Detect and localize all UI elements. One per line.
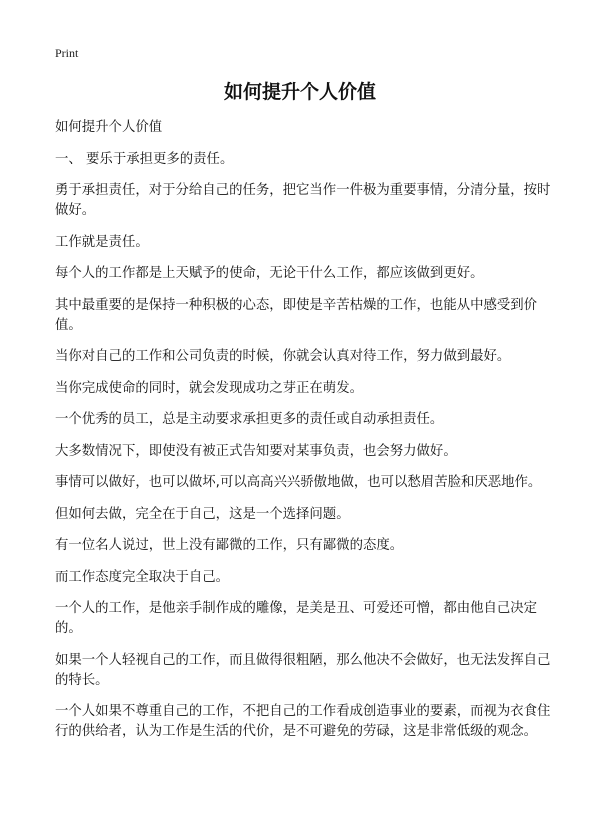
paragraph: 当你完成使命的同时，就会发现成功之芽正在萌发。: [55, 380, 363, 396]
paragraph: 每个人的工作都是上天赋予的使命，无论干什么工作，都应该做到更好。: [55, 266, 484, 281]
paragraph: 其中最重要的是保持一种积极的心态，即使是辛苦枯燥的工作，也能从中感受到价值。: [55, 297, 538, 333]
paragraph: 如果一个人轻视自己的工作，而且做得很粗陋，那么他决不会做好，也无法发挥自己的特长。: [55, 652, 551, 688]
paragraph: 事情可以做好，也可以做坏,可以高高兴兴骄傲地做，也可以愁眉苦脸和厌恶地作。: [55, 475, 542, 490]
paragraph: 勇于承担责任，对于分给自己的任务，把它当作一件极为重要事情，分清分量，按时做好。: [55, 183, 551, 218]
document-title: 如何提升个人价值: [223, 81, 376, 103]
paragraph: 大多数情况下，即使没有被正式告知要对某事负责，也会努力做好。: [55, 443, 457, 459]
paragraph: 一个优秀的员工，总是主动要求承担更多的责任或自动承担责任。: [55, 412, 444, 427]
paragraph: 工作就是责任。: [55, 234, 149, 250]
paragraph: 有一位名人说过，世上没有鄙微的工作，只有鄙微的态度。: [55, 538, 404, 553]
paragraph: 当你对自己的工作和公司负责的时候，你就会认真对待工作，努力做到最好。: [55, 349, 511, 364]
paragraph: 一个人的工作，是他亲手制作成的雕像，是美是丑、可爱还可憎，都由他自己决定的。: [55, 601, 538, 636]
paragraph: 一、 要乐于承担更多的责任。: [55, 151, 234, 167]
paragraph: 但如何去做，完全在于自己，这是一个选择问题。: [55, 506, 350, 522]
paragraph: 一个人如果不尊重自己的工作，不把自己的工作看成创造事业的要素，而视为衣食住行的供给者，认为工作是生活的代价，是不可避免的劳碌，这是非常低级的观念。: [55, 704, 551, 739]
print-link[interactable]: Print: [55, 46, 79, 60]
document-body: [55, 118, 552, 754]
paragraph: 如何提升个人价值: [55, 120, 163, 135]
paragraph: 而工作态度完全取决于自己。: [55, 569, 230, 585]
